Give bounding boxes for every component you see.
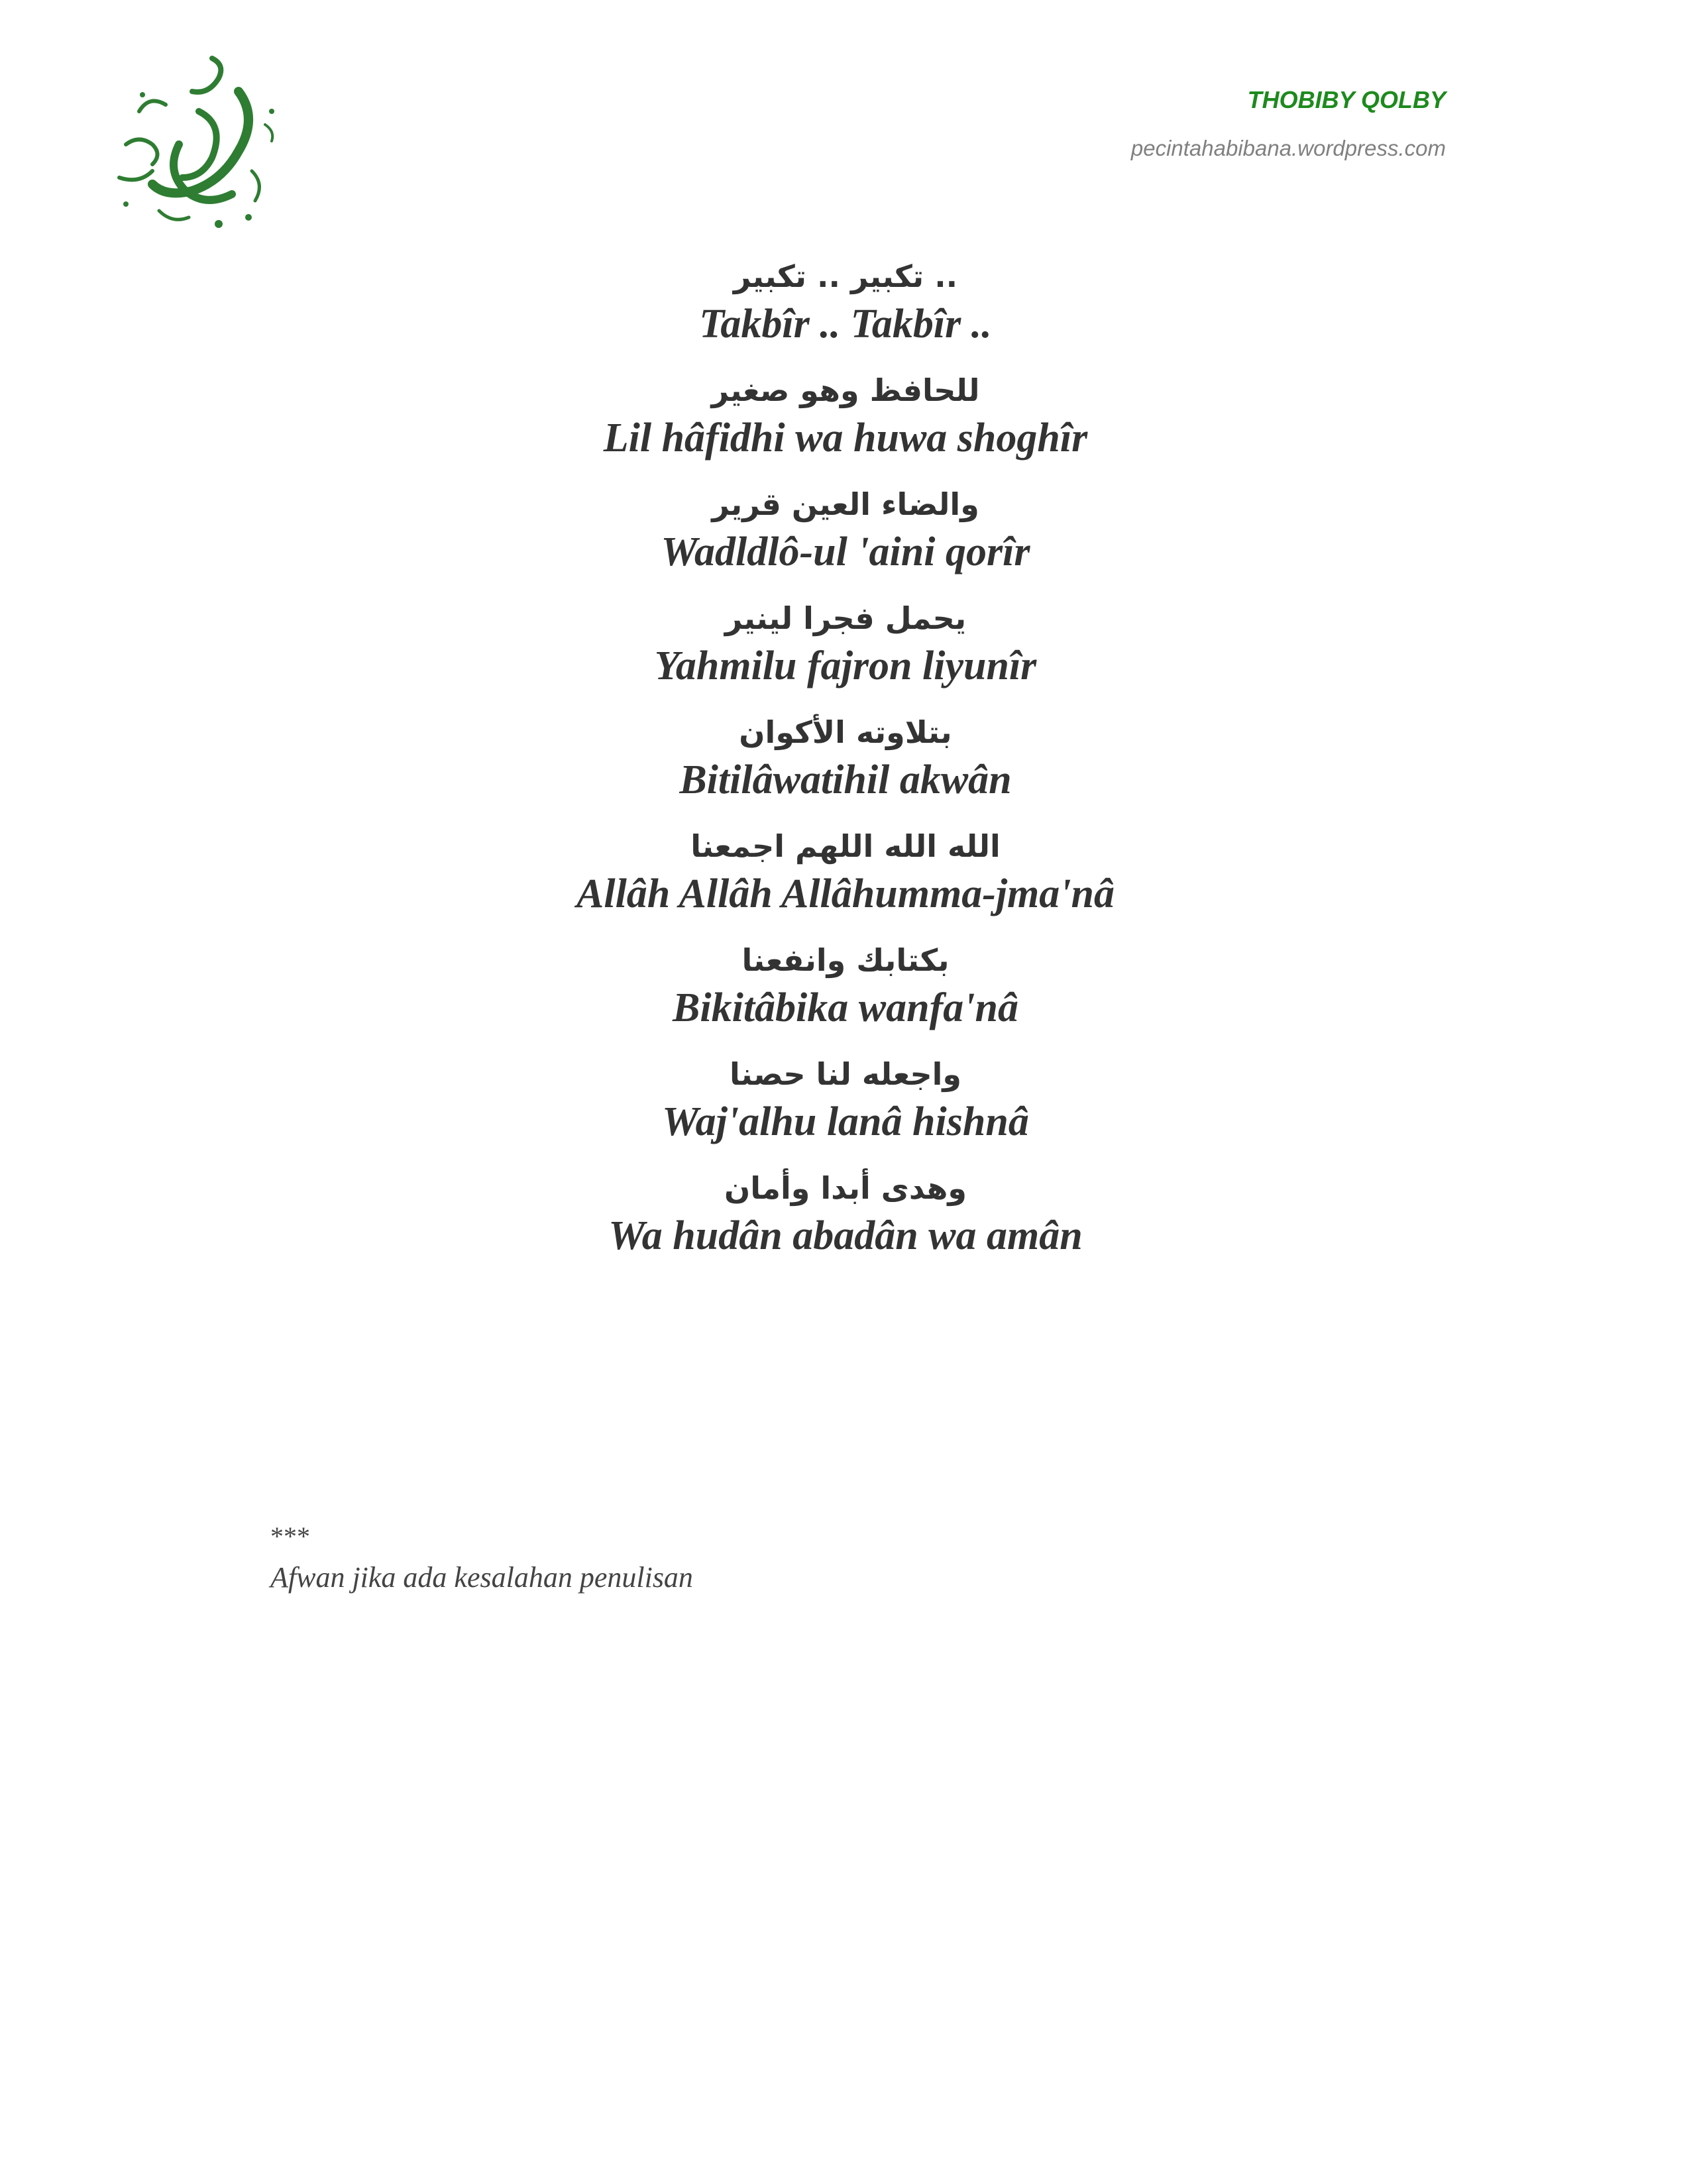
calligraphy-muhammad-logo-icon — [80, 32, 298, 244]
lyric-line — [0, 255, 1691, 369]
arabic-text: يحمل فجرا لينير — [724, 600, 967, 636]
lyric-line — [0, 939, 1691, 1053]
transliteration-text: Bitilâwatihil akwân — [679, 757, 1012, 802]
footer-note: Afwan jika ada kesalahan penulisan — [270, 1561, 693, 1594]
site-title: THOBIBY QOLBY — [1247, 86, 1446, 113]
transliteration-text: Allâh Allâh Allâhumma-jma'nâ — [576, 871, 1115, 916]
section-divider: *** — [270, 1521, 310, 1551]
arabic-text: للحافظ وهو صغير — [711, 372, 980, 408]
transliteration-text: Lil hâfidhi wa huwa shoghîr — [603, 415, 1088, 461]
lyric-line — [0, 711, 1691, 825]
transliteration-text: Takbîr .. Takbîr .. — [699, 301, 992, 347]
transliteration-text: Bikitâbika wanfa'nâ — [673, 985, 1018, 1030]
transliteration-text: Wadldlô-ul 'aini qorîr — [661, 529, 1030, 574]
lyric-line — [0, 825, 1691, 939]
lyric-line — [0, 369, 1691, 483]
transliteration-text: Yahmilu fajron liyunîr — [654, 643, 1037, 688]
transliteration-text: Wa hudân abadân wa amân — [608, 1213, 1083, 1258]
arabic-text: الله الله اللهم اجمعنا — [690, 828, 1001, 864]
lyric-line — [0, 483, 1691, 597]
lyric-line — [0, 1053, 1691, 1167]
lyric-line — [0, 597, 1691, 711]
lyric-line — [0, 1167, 1691, 1281]
arabic-text: والضاء العين قرير — [712, 486, 979, 522]
arabic-text: بكتابك وانفعنا — [741, 942, 950, 978]
lyrics-body — [0, 255, 1691, 1281]
arabic-text: .. تكبير .. تكبير — [733, 258, 958, 294]
arabic-text: وهدى أبدا وأمان — [724, 1170, 967, 1206]
arabic-text: واجعله لنا حصنا — [729, 1056, 962, 1092]
site-url: pecintahabibana.wordpress.com — [1130, 136, 1446, 160]
arabic-text: بتلاوته الأكوان — [739, 714, 952, 750]
transliteration-text: Waj'alhu lanâ hishnâ — [662, 1099, 1029, 1144]
